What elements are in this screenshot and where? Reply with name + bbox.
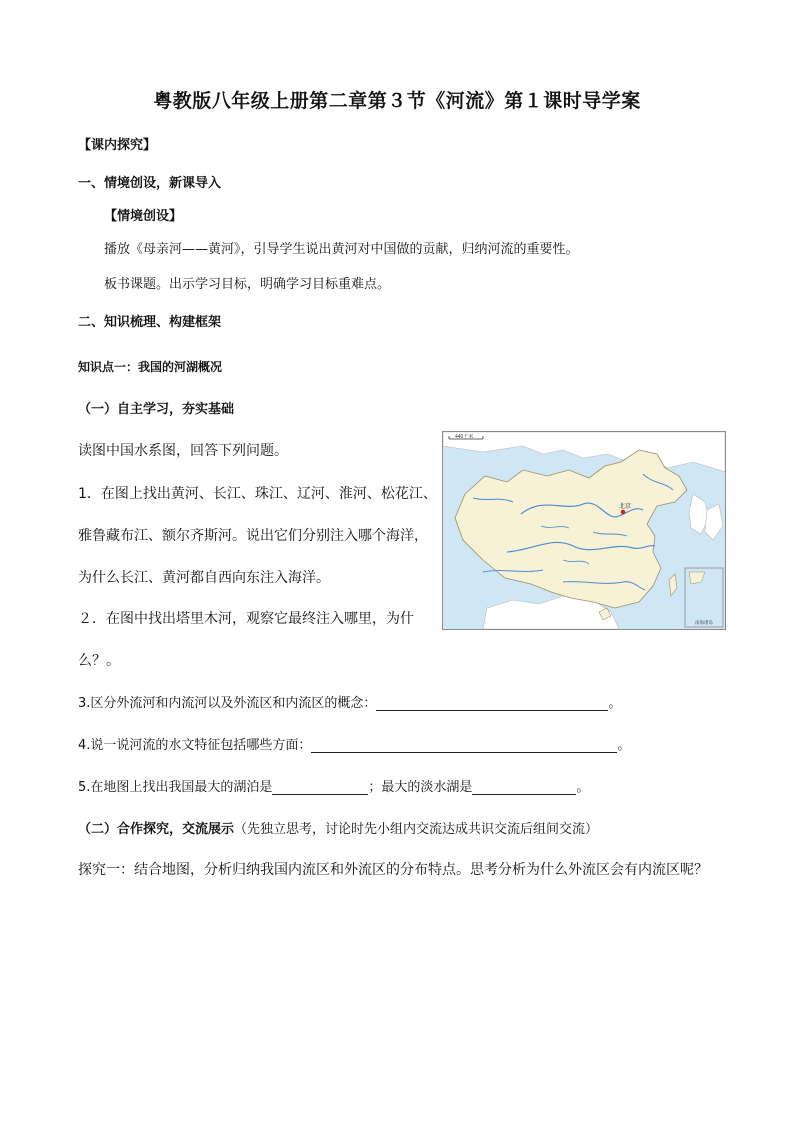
map-graphic [443, 432, 725, 629]
question-1-line-3: 为什么长江、黄河都自西向东注入海洋。 [78, 570, 330, 586]
question-1-line-2: 雅鲁藏布江、额尔齐斯河。说出它们分别注入哪个海洋， [78, 528, 428, 544]
question-1-line-1: 1．在图上找出黄河、长江、珠江、辽河、淮河、松花江、 [78, 486, 437, 502]
part2-heading: 二、知识梳理、构建框架 [78, 315, 222, 330]
section-tag: 【课内探究】 [78, 138, 157, 153]
knowledge-point-1: 知识点一：我国的河湖概况 [78, 360, 223, 374]
question-4-text: 4.说一说河流的水文特征包括哪些方面： [78, 738, 312, 753]
cooperative-heading-note: （先独立思考，讨论时先小组内交流达成共识交流后组间交流） [234, 822, 599, 837]
question-5 [78, 776, 589, 795]
map-city-label: 北京 [619, 504, 632, 510]
self-study-heading: （一）自主学习，夯实基础 [78, 402, 235, 417]
scenario-tag: 【情境创设】 [104, 209, 183, 224]
question-4 [78, 734, 630, 753]
answer-blank-4[interactable] [311, 738, 617, 753]
question-3 [78, 692, 621, 711]
question-5-text-a: 5.在地图上找出我国最大的湖泊是 [78, 780, 273, 795]
question-3-end: 。 [608, 696, 622, 711]
cooperative-heading-bold: （二）合作探究，交流展示 [78, 822, 235, 837]
map-reading-intro: 读图中国水系图，回答下列问题。 [78, 443, 288, 459]
question-5-text-b: ；最大的淡水湖是 [368, 780, 473, 795]
scenario-paragraph-1: 播放《母亲河——黄河》，引导学生说出黄河对中国做的贡献，归纳河流的重要性。 [104, 242, 579, 257]
question-2-line-1: ２．在图中找出塔里木河，观察它最终注入哪里，为什 [78, 611, 414, 627]
answer-blank-5a[interactable] [272, 780, 368, 795]
china-water-system-map [442, 431, 726, 630]
cooperative-heading [78, 818, 598, 837]
question-4-end: 。 [617, 738, 631, 753]
answer-blank-5b[interactable] [472, 780, 576, 795]
inquiry-1: 探究一：结合地图，分析归纳我国内流区和外流区的分布特点。思考分析为什么外流区会有内流区呢？ [78, 862, 708, 878]
part1-heading: 一、情境创设，新课导入 [78, 176, 222, 191]
map-inset-label: 南海诸岛 [695, 620, 713, 625]
map-capital-marker [621, 510, 625, 514]
page-title: 粤教版八年级上册第二章第３节《河流》第１课时导学案 [153, 90, 641, 112]
scenario-paragraph-2: 板书课题。出示学习目标，明确学习目标重难点。 [104, 277, 391, 292]
question-5-end: 。 [576, 780, 590, 795]
answer-blank-3[interactable] [376, 696, 608, 711]
map-scale-label: 440千米 [455, 434, 474, 440]
question-2-line-2: 么？。 [78, 653, 120, 669]
question-3-text: 3.区分外流河和内流河以及外流区和内流区的概念： [78, 696, 377, 711]
